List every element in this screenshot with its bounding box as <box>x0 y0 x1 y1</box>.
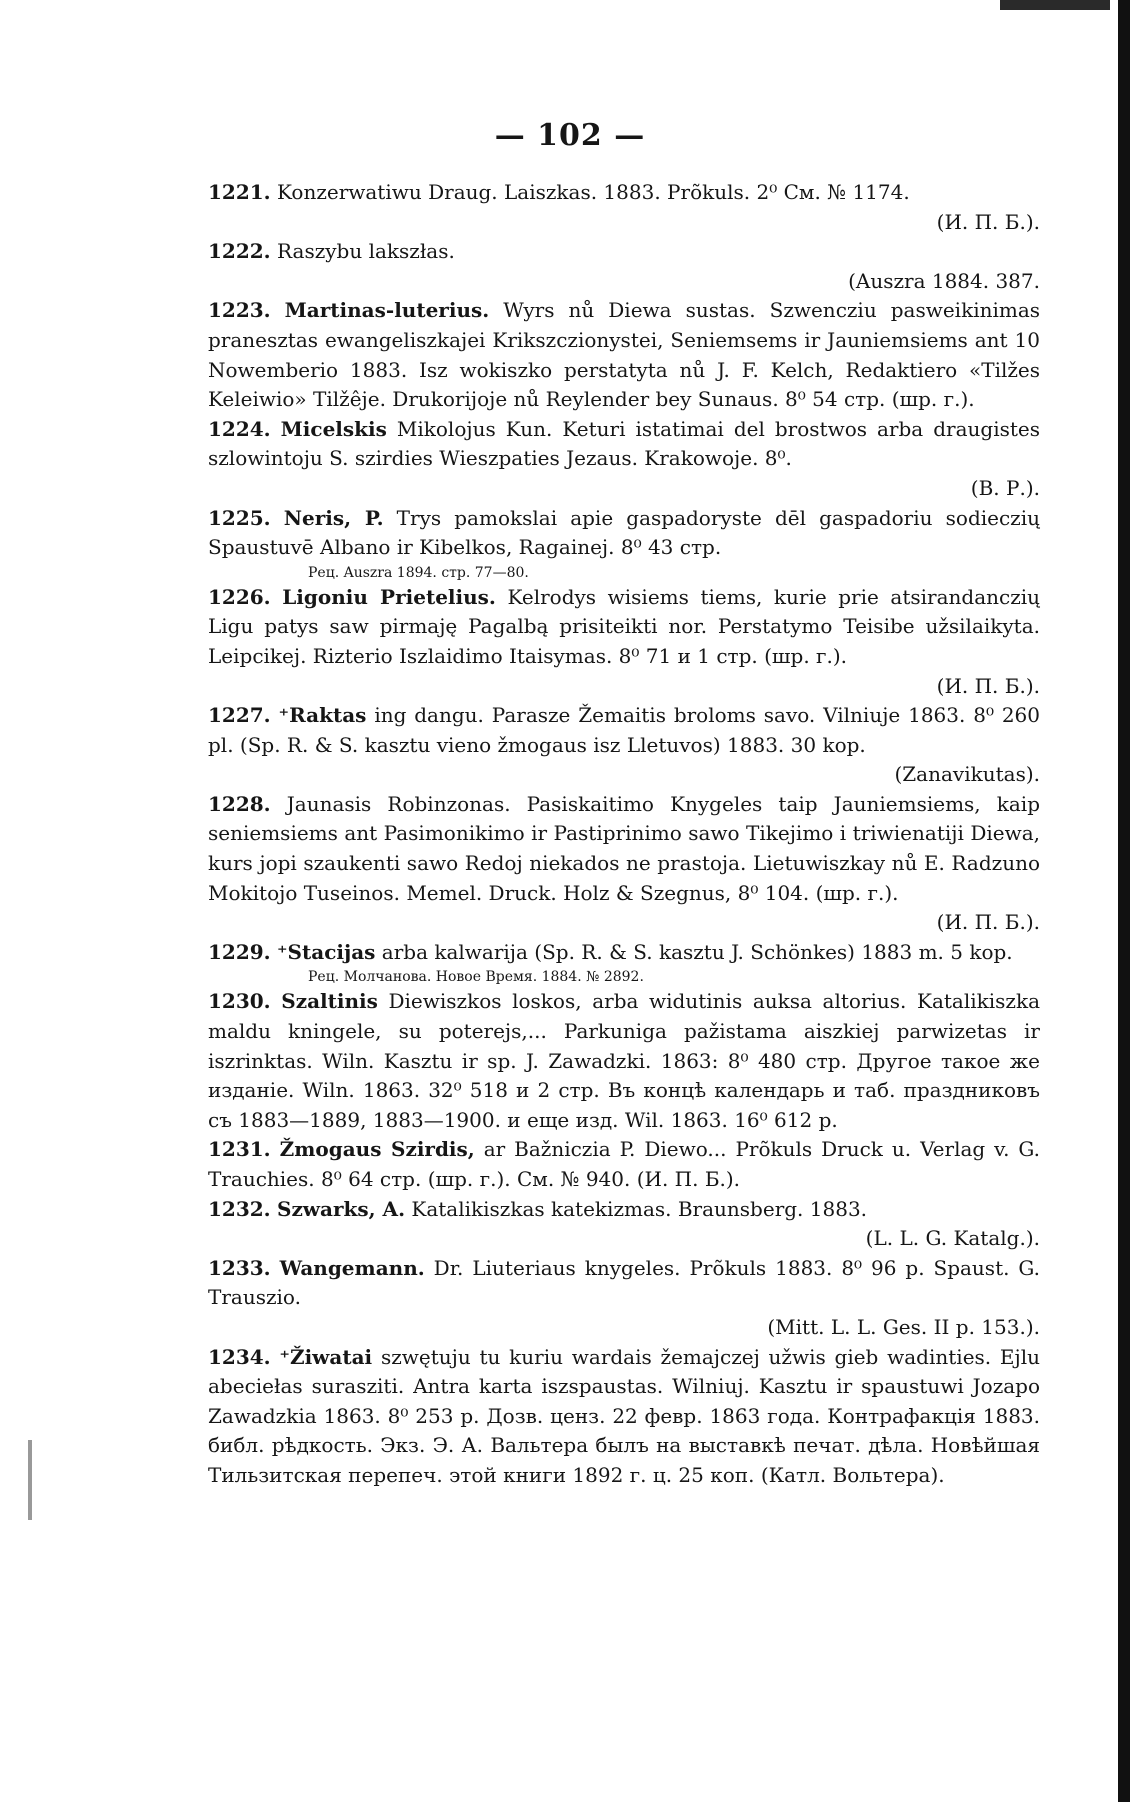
entry-source: (И. П. Б.). <box>936 673 1040 698</box>
entry <box>208 296 1040 414</box>
page-number: — 102 — <box>494 118 646 153</box>
entry-text: ing dangu. Parasze Žemaitis broloms savo. Vilniuje 1863. 8⁰ 260 pl. (Sp. R. & S. kasztu vieno žmogaus isz Lletuvos) 1883. 30 kop. <box>208 703 1041 757</box>
entry-number: 1227. <box>208 703 271 728</box>
entry-number: 1228. <box>208 791 271 816</box>
entry-text: Wyrs nů Diewa sustas. Szwencziu pasweikinimas pranesztas ewangeliszkajei Krikszczionystei, Seniemsems ir Jauniemsiems ant 10 Nowemberio 1883. Isz wokiszko perstatyta nů J. F. Kelch, Redaktiero «Tilžes Keleiwio» Tilžêje. Drukorijoje nů Reylender bey Sunaus. 8⁰ 54 стр. (шр. г.). <box>208 298 1041 412</box>
entry-source: (Zanavikutas). <box>894 762 1040 787</box>
entry-heading: ⁺Raktas <box>278 703 367 728</box>
entry <box>208 701 1040 790</box>
entry-number: 1225. <box>208 505 271 530</box>
entry <box>208 237 1040 296</box>
entry-heading: Szaltinis <box>281 989 378 1014</box>
entry <box>208 938 1040 988</box>
entry <box>208 790 1040 938</box>
entry-number: 1226. <box>208 584 271 609</box>
entry-number: 1223. <box>208 298 271 323</box>
entry-heading: Žmogaus Szirdis, <box>279 1137 475 1162</box>
entry-number: 1230. <box>208 989 271 1014</box>
entry <box>208 1343 1040 1491</box>
entry-number: 1231. <box>208 1137 271 1162</box>
entry-text: Dr. Liuteriaus knygeles. Prõkuls 1883. 8⁰ 96 p. Spaust. G. Trauszio. <box>208 1255 1041 1310</box>
entry-text: Jaunasis Robinzonas. Pasiskaitimo Knygeles taip Jauniemsiems, kaip seniemsiems ant Pasimonikimo ir Pastiprinimo sawo Tikejimo i triwienatiji Diewa, kurs jopi szaukenti sawo Redoj niekados ne prastoja. Lietuwiszkay nů E. Radzuno Mokitojo Tuseinos. Memel. Druck. Holz & Szegnus, 8⁰ 104. (шр. г.). <box>208 791 1041 905</box>
entry <box>208 583 1040 701</box>
entry-number: 1229. <box>208 939 271 964</box>
entry-number: 1232. <box>208 1196 271 1221</box>
entry-source: (В. Р.). <box>970 475 1040 500</box>
entry <box>208 178 1040 237</box>
entry-note: Рец. Auszra 1894. стр. 77—80. <box>308 564 529 581</box>
entry-text: Kelrodys wisiems tiems, kurie prie atsirandanczių Ligu patys saw pirmaję Pagalbą prisiteikti nor. Perstatymo Teisibe užsilaikyta. Leipcikej. Rizterio Iszlaidimo Itaisymas. 8⁰ 71 и 1 стр. (шр. г.). <box>208 584 1041 668</box>
entry-source: (И. П. Б.). <box>936 209 1040 234</box>
entry-note: Рец. Молчанова. Новое Время. 1884. № 2892. <box>308 969 644 986</box>
entry-heading: Neris, P. <box>283 505 384 530</box>
entry-number: 1234. <box>208 1344 271 1369</box>
entry-source: (И. П. Б.). <box>936 910 1040 935</box>
entry-number: 1224. <box>208 416 271 441</box>
entry-heading: Ligoniu Prietelius. <box>282 584 496 609</box>
entry-heading: Micelskis <box>280 416 387 441</box>
entry-list <box>208 178 1040 1491</box>
entry-heading: ⁺Žiwatai <box>279 1344 373 1369</box>
entry <box>208 1135 1040 1194</box>
margin-mark <box>28 1440 32 1520</box>
scan-edge-top <box>1000 0 1110 10</box>
entry-text: ar Bažniczia P. Diewo... Prõkuls Druck u. Verlag v. G. Trauchies. 8⁰ 64 стр. (шр. г.). См. № 940. (И. П. Б.). <box>208 1137 1041 1191</box>
entry-number: 1233. <box>208 1255 271 1280</box>
entry-text: Raszybu lakszłas. <box>277 239 455 264</box>
entry-text: Katalikiszkas katekizmas. Braunsberg. 1883. <box>411 1196 868 1221</box>
entry-text: Konzerwatiwu Draug. Laiszkas. 1883. Prõkuls. 2⁰ См. № 1174. <box>277 180 910 204</box>
entry-number: 1222. <box>208 239 271 264</box>
entry-heading: ⁺Stacijas <box>277 939 376 964</box>
entry-text: Diewiszkos loskos, arba widutinis auksa altorius. Katalikiszka maldu kningele, su poterejs,... Parkuniga pažistama aiszkiej parwizetas ir iszrinktas. Wiln. Kasztu ir sp. J. Zawadzki. 1863: 8⁰ 480 стр. Другое такое же изданіе. Wiln. 1863. 32⁰ 518 и 2 стр. Въ концѣ календарь и таб. праздниковъ съ 1883—1889, 1883—1900. и еще изд. Wil. 1863. 16⁰ 612 p. <box>208 989 1041 1132</box>
entry-text: szwętuju tu kuriu wardais žemajczej užwis gieb wadinties. Ejlu abeciełas surasziti. Antra karta iszspaustas. Wilniuj. Kasztu ir spaustuwi Jozapo Zawadzkia 1863. 8⁰ 253 р. Дозв. ценз. 22 февр. 1863 года. Контрафакція 1883. библ. рѣдкость. Экз. Э. А. Вальтера былъ на выставкѣ печат. дѣла. Новѣйшая Тильзитская перепеч. этой книги 1892 г. ц. 25 коп. (Катл. Вольтера). <box>208 1344 1041 1487</box>
entry-heading: Martinas-luterius. <box>284 298 490 323</box>
entry-text: arba kalwarija (Sp. R. & S. kasztu J. Schönkes) 1883 m. 5 kop. <box>381 939 1013 964</box>
entry-heading: Wangemann. <box>279 1255 425 1280</box>
entry-source: (Auszra 1884. 387. <box>848 268 1040 293</box>
entry-number: 1221. <box>208 180 271 204</box>
entry <box>208 504 1040 583</box>
entry-text: Trys pamokslai apie gaspadoryste dēl gaspadoriu sodieczių Spaustuvē Albano ir Kibelkos, Ragainej. 8⁰ 43 стр. <box>208 505 1040 560</box>
entry-source: (Mitt. L. L. Ges. II p. 153.). <box>767 1314 1040 1339</box>
entry <box>208 987 1040 1135</box>
entry <box>208 1254 1040 1343</box>
entry <box>208 1195 1040 1254</box>
entry <box>208 415 1040 504</box>
entry-source: (L. L. G. Katalg.). <box>865 1226 1040 1251</box>
entry-text: Mikolojus Kun. Keturi istatimai del brostwos arba draugistes szlowintoju S. szirdies Wieszpaties Jezaus. Krakowoje. 8⁰. <box>208 416 1040 471</box>
entry-heading: Szwarks, A. <box>277 1196 406 1221</box>
scan-edge <box>1118 0 1130 1802</box>
